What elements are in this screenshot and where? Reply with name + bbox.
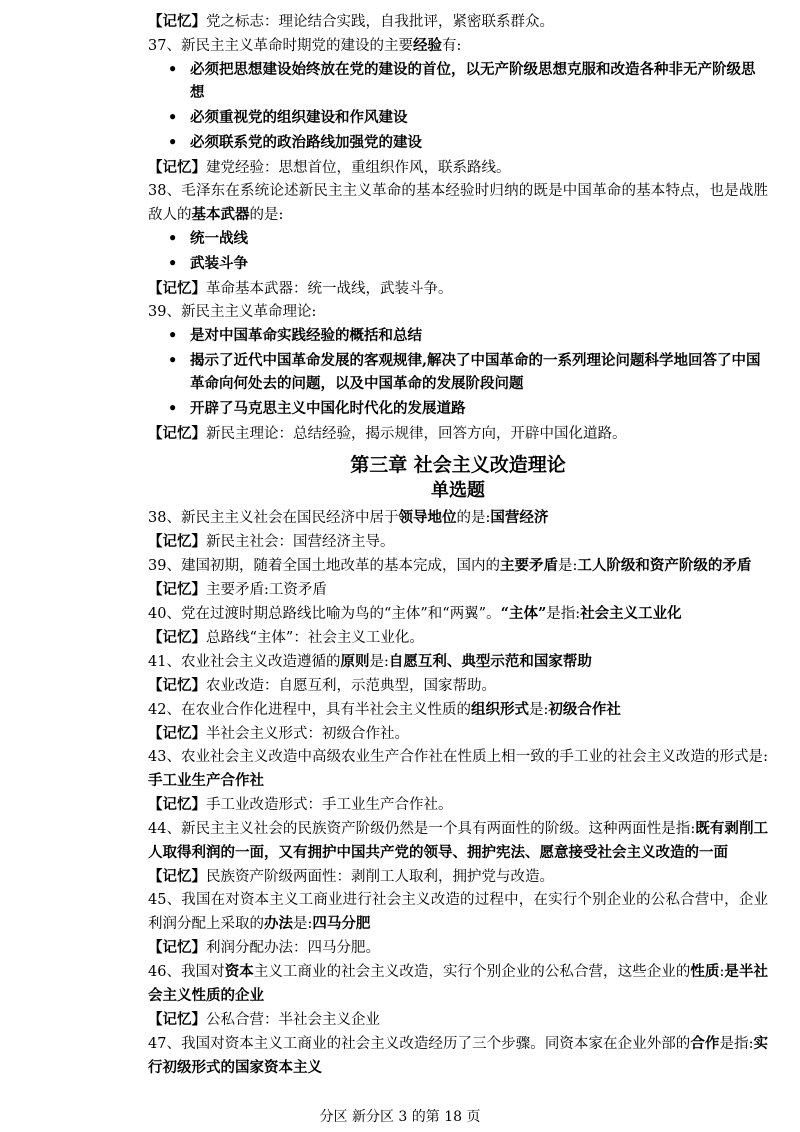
memory-text: 手工业改造形式：手工业生产合作社。: [206, 797, 453, 813]
memory-note: [148, 156, 768, 180]
question-42: [148, 698, 768, 722]
key-term: 手工业生产合作社: [148, 772, 264, 789]
key-term: 国营经济: [490, 509, 549, 526]
bullet-icon: •: [168, 230, 178, 247]
question-39: [148, 554, 768, 578]
question-text: 43、农业社会主义改造中高级农业生产合作社在性质上相一致的手工业的社会主义改造的形式是:: [148, 749, 768, 765]
memory-note: [148, 626, 768, 650]
list-item-text: 是对中国革命实践经验的概括和总结: [190, 327, 422, 344]
key-term: 主要矛盾: [499, 557, 558, 574]
key-term: 是半社会主义性质的企业: [148, 963, 769, 1004]
memory-label: 【记忆】: [148, 796, 206, 813]
question-text: 39、建国初期，随着全国土地改革的基本完成，国内的: [148, 558, 500, 574]
list-item-text: 必须重视党的组织建设和作风建设: [190, 109, 408, 126]
list-item: [168, 397, 768, 420]
key-term: 自愿互利、典型示范和国家帮助: [388, 653, 592, 670]
question-text: 41、农业社会主义改造遵循的: [148, 654, 341, 670]
list-item-text: 开辟了马克思主义中国化时代化的发展道路: [190, 400, 466, 417]
question-text: 37、新民主主义革命时期党的建设的主要: [148, 38, 413, 54]
memory-note: [148, 10, 768, 34]
memory-note: [148, 578, 768, 602]
list-item: [168, 324, 768, 347]
memory-text: 建党经验：思想首位，重组织作风，联系路线。: [206, 160, 511, 176]
bullet-icon: •: [168, 109, 178, 126]
question-text: 47、我国对资本主义工商业的社会主义改造经历了三个步骤。同资本家在企业外部的: [148, 1036, 691, 1052]
memory-label: 【记忆】: [148, 868, 206, 885]
key-term: 资本: [224, 963, 254, 980]
question-text: 44、新民主主义社会的民族资产阶级仍然是一个具有两面性的阶级。这种两面性是指:: [148, 821, 696, 837]
memory-text: 公私合营：半社会主义企业: [206, 1012, 380, 1028]
memory-text: 利润分配办法：四马分肥。: [206, 940, 380, 956]
key-term: “主体”: [500, 605, 547, 622]
question-text: 是:: [557, 558, 578, 574]
memory-label: 【记忆】: [148, 13, 206, 30]
memory-label: 【记忆】: [148, 159, 206, 176]
memory-note: [148, 422, 768, 446]
question-38a-points: [148, 227, 768, 275]
question-text: 38、新民主主义社会在国民经济中居于: [148, 510, 399, 526]
memory-note: [148, 936, 768, 960]
list-item-text: 统一战线: [190, 230, 248, 247]
memory-label: 【记忆】: [148, 280, 206, 297]
memory-note: [148, 1008, 768, 1032]
question-47: [148, 1032, 768, 1080]
section-title: 单选题: [431, 480, 485, 501]
question-39a-points: [148, 324, 768, 420]
list-item-text: 必须把思想建设始终放在党的建设的首位，以无产阶级思想克服和改造各种非无产阶级思想: [190, 61, 756, 101]
question-text: 39、新民主主义革命理论:: [148, 304, 317, 320]
memory-note: [148, 530, 768, 554]
question-text: 是指:: [719, 1036, 754, 1052]
question-text: 45、我国在对资本主义工商业进行社会主义改造的过程中，在实行个别企业的公私合营中，企业利润分配上采取的: [148, 892, 768, 932]
memory-label: 【记忆】: [148, 1011, 206, 1028]
section-single-choice: [148, 506, 768, 1080]
list-item: [168, 58, 768, 104]
key-term: 合作: [690, 1035, 720, 1052]
key-term: 组织形式: [470, 701, 529, 718]
memory-text: 农业改造：自愿互利，示范典型，国家帮助。: [206, 678, 496, 694]
key-term: 性质: [690, 963, 720, 980]
question-text: 主义工商业的社会主义改造，实行个别企业的公私合营，这些企业的: [253, 964, 691, 980]
key-term: 原则: [340, 653, 370, 670]
memory-text: 半社会主义形式：初级合作社。: [206, 726, 409, 742]
list-item: [168, 227, 768, 250]
memory-text: 党之标志：理论结合实践，自我批评，紧密联系群众。: [206, 14, 554, 30]
question-text: 38、毛泽东在系统论述新民主主义革命的基本经验时归纳的既是中国革命的基本特点，也是战胜敌人的: [148, 183, 768, 223]
question-38: [148, 506, 768, 530]
question-text: 有:: [441, 38, 462, 54]
bullet-icon: •: [168, 255, 178, 272]
key-term: 办法: [264, 915, 293, 932]
question-text: 是:: [293, 916, 313, 932]
question-text: 46、我国对: [148, 964, 225, 980]
question-40: [148, 602, 768, 626]
list-item-text: 必须联系党的政治路线加强党的建设: [190, 134, 422, 151]
key-term: 实行初级形式的国家资本主义: [148, 1035, 769, 1076]
bullet-icon: •: [168, 352, 178, 369]
memory-text: 总路线“主体”：社会主义工业化。: [206, 630, 424, 646]
question-text: 是:: [369, 654, 389, 670]
memory-note: [148, 277, 768, 301]
list-item-text: 武装斗争: [190, 255, 248, 272]
question-44: [148, 817, 768, 865]
list-item: [168, 349, 768, 395]
memory-note: [148, 793, 768, 817]
memory-note: [148, 674, 768, 698]
memory-label: 【记忆】: [148, 533, 206, 550]
key-term: 初级合作社: [548, 701, 621, 718]
question-39a: [148, 301, 768, 324]
bullet-icon: •: [168, 134, 178, 151]
memory-label: 【记忆】: [148, 629, 206, 646]
question-45: [148, 889, 768, 936]
list-item: [168, 252, 768, 275]
bullet-icon: •: [168, 61, 178, 78]
memory-label: 【记忆】: [148, 581, 206, 598]
list-item-text: 揭示了近代中国革命发展的客观规律,解决了中国革命的一系列理论问题科学地回答了中国革命向何处去的问题，以及中国革命的发展阶段问题: [190, 352, 761, 392]
question-text: 是:: [528, 702, 549, 718]
page-content: [148, 10, 768, 1080]
chapter-title: 第三章 社会主义改造理论: [350, 454, 566, 476]
key-term: 工人阶级和资产阶级的矛盾: [577, 557, 752, 574]
question-37: [148, 34, 768, 58]
question-41: [148, 650, 768, 674]
bullet-icon: •: [168, 327, 178, 344]
key-term: 经验: [412, 37, 442, 54]
question-text: :: [719, 964, 725, 980]
bullet-icon: •: [168, 400, 178, 417]
question-38a: [148, 180, 768, 227]
memory-text: 新民主社会：国营经济主导。: [206, 534, 395, 550]
question-text: 是指:: [546, 606, 581, 622]
memory-label: 【记忆】: [148, 725, 206, 742]
memory-label: 【记忆】: [148, 939, 206, 956]
list-item: [168, 131, 768, 154]
memory-label: 【记忆】: [148, 677, 206, 694]
question-text: 的是:: [249, 207, 284, 223]
question-46: [148, 960, 768, 1008]
section-chapter-2-end: [148, 10, 768, 446]
memory-note: [148, 865, 768, 889]
memory-text: 革命基本武器：统一战线，武装斗争。: [206, 281, 453, 297]
question-43: [148, 746, 768, 793]
question-text: 的是:: [456, 510, 491, 526]
key-term: 社会主义工业化: [580, 605, 682, 622]
list-item: [168, 106, 768, 129]
page-footer: 分区 新分区 3 的第 18 页: [319, 1109, 481, 1125]
question-37-points: [148, 58, 768, 154]
memory-text: 主要矛盾:工资矛盾: [206, 582, 327, 598]
memory-note: [148, 722, 768, 746]
key-term: 基本武器: [191, 206, 250, 223]
memory-text: 新民主理论：总结经验，揭示规律，回答方向，开辟中国化道路。: [206, 426, 627, 442]
question-text: 42、在农业合作化进程中，具有半社会主义性质的: [148, 702, 471, 718]
memory-label: 【记忆】: [148, 425, 206, 442]
memory-text: 民族资产阶级两面性：剥削工人取利，拥护党与改造。: [206, 869, 554, 885]
key-term: 四马分肥: [312, 915, 371, 932]
key-term: 领导地位: [398, 509, 457, 526]
question-text: 40、党在过渡时期总路线比喻为鸟的“主体”和“两翼”。: [148, 606, 501, 622]
key-term: 既有剥削工人取得利润的一面，又有拥护中国共产党的领导、拥护宪法、愿意接受社会主义改造的一面: [148, 820, 768, 861]
